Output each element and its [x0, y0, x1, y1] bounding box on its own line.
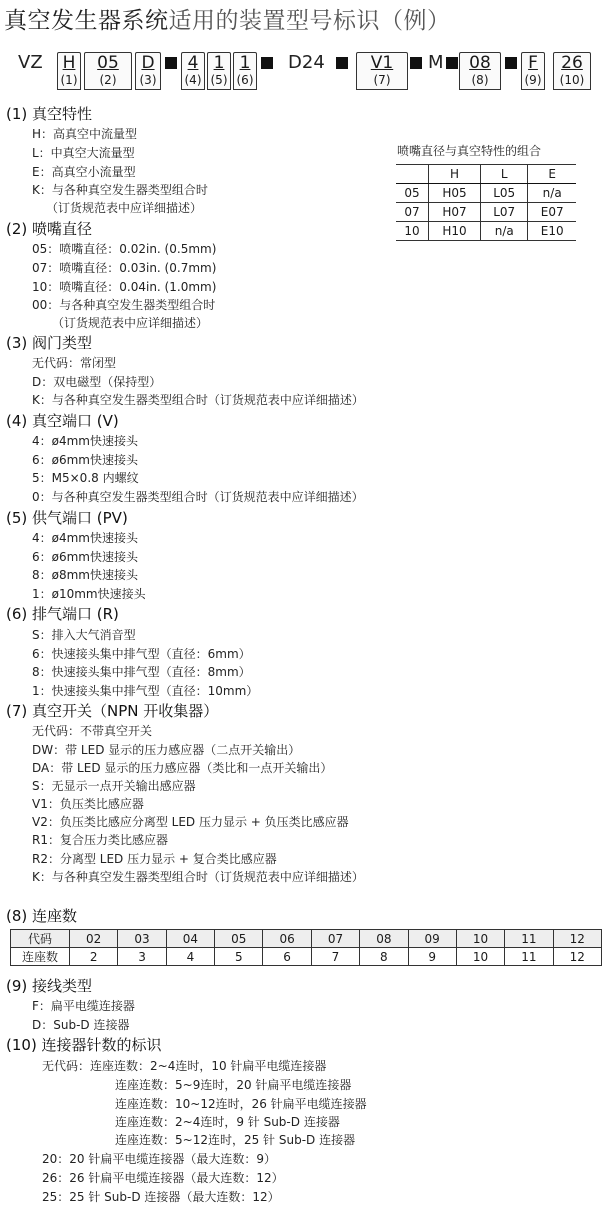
table-row	[396, 165, 576, 184]
table-cell: 09	[408, 930, 456, 948]
s4-item: 4：ø4mm快速接头	[32, 434, 138, 448]
code-num-10: (10)	[553, 73, 591, 90]
table-cell: H05	[428, 184, 480, 203]
section-5-title: (5) 供气端口 (PV)	[6, 509, 128, 527]
table-cell: 11	[505, 948, 553, 966]
section-8-title: (8) 连座数	[6, 907, 78, 925]
table-cell: 6	[263, 948, 311, 966]
code-box-4: 4	[181, 52, 205, 75]
s7-item: DW：带 LED 显示的压力感应器（二点开关输出）	[32, 743, 301, 757]
table-cell: n/a	[528, 184, 576, 203]
s6-item: 6：快速接头集中排气型（直径：6mm）	[32, 647, 251, 661]
table-cell: 连座数	[11, 948, 70, 966]
table-row	[396, 184, 576, 203]
s7-item: R2：分离型 LED 压力显示 + 复合类比感应器	[32, 852, 277, 866]
section-9-title: (9) 接线类型	[6, 977, 93, 995]
code-dash	[410, 57, 422, 69]
s10-item: 连座连数：5~12连时，25 针 Sub-D 连接器	[115, 1133, 356, 1147]
code-box-3: D	[135, 52, 161, 75]
code-num-6: (6)	[233, 73, 257, 90]
table-cell: 07	[396, 203, 428, 222]
table-cell: 10	[396, 222, 428, 241]
table-cell: 05	[215, 930, 263, 948]
code-box-2: 05	[84, 52, 132, 75]
s7-item: S：无显示一点开关输出感应器	[32, 779, 196, 793]
code-num-1: (1)	[57, 73, 81, 90]
table-cell: 10	[456, 948, 504, 966]
table-cell: 02	[70, 930, 118, 948]
s4-item: 5：M5×0.8 内螺纹	[32, 471, 139, 485]
s7-item: DA：带 LED 显示的压力感应器（类比和一点开关输出）	[32, 761, 333, 775]
table-cell: 05	[396, 184, 428, 203]
code-num-8: (8)	[459, 73, 501, 90]
code-num-9: (9)	[521, 73, 545, 90]
code-box-6: 1	[233, 52, 257, 75]
s5-item: 8：ø8mm快速接头	[32, 568, 138, 582]
s2-item: 07：喷嘴直径：0.03in. (0.7mm)	[32, 261, 217, 275]
s10-item: 连座连数：2~4连时，9 针 Sub-D 连接器	[115, 1115, 340, 1129]
code-num-3: (3)	[135, 73, 161, 90]
table-cell	[396, 165, 428, 184]
s10-item: 连座连数：10~12连时，26 针扁平电缆连接器	[115, 1097, 367, 1111]
s7-item: 无代码：不带真空开关	[32, 724, 153, 738]
code-prefix: VZ	[18, 52, 43, 73]
s3-item: K：与各种真空发生器类型组合时（订货规范表中应详细描述）	[32, 393, 364, 407]
table-cell: 10	[456, 930, 504, 948]
table-row	[396, 222, 576, 241]
code-box-8: 08	[459, 52, 501, 75]
table-cell: E10	[528, 222, 576, 241]
combo-table	[396, 164, 576, 241]
code-num-4: (4)	[181, 73, 205, 90]
section-2-title: (2) 喷嘴直径	[6, 220, 93, 238]
s4-item: 0：与各种真空发生器类型组合时（订货规范表中应详细描述）	[32, 490, 364, 504]
s1-item: K：与各种真空发生器类型组合时	[32, 183, 208, 197]
table-cell: 07	[311, 930, 359, 948]
table-cell: 11	[505, 930, 553, 948]
code-num-2: (2)	[84, 73, 132, 90]
table-cell: H07	[428, 203, 480, 222]
s1-item: H：高真空中流量型	[32, 127, 138, 141]
s1-item: （订货规范表中应详细描述）	[46, 201, 203, 215]
table-row	[11, 930, 602, 948]
s10-item: 25：25 针 Sub-D 连接器（最大连数：12）	[42, 1190, 280, 1204]
s6-item: 1：快速接头集中排气型（直径：10mm）	[32, 684, 259, 698]
table-row	[396, 203, 576, 222]
table-cell: 12	[553, 948, 601, 966]
table-cell: L	[481, 165, 528, 184]
code-box-1: H	[57, 52, 81, 75]
table-cell: H	[428, 165, 480, 184]
s3-item: 无代码：常闭型	[32, 356, 117, 370]
table-cell: 06	[263, 930, 311, 948]
code-num-7: (7)	[356, 73, 408, 90]
code-box-5: 1	[207, 52, 231, 75]
s2-item: 05：喷嘴直径：0.02in. (0.5mm)	[32, 242, 217, 256]
s3-item: D：双电磁型（保持型）	[32, 375, 162, 389]
page-title	[4, 2, 451, 35]
section-1-title: (1) 真空特性	[6, 105, 93, 123]
table-cell: 7	[311, 948, 359, 966]
table-row	[11, 948, 602, 966]
code-box-10: 26	[553, 52, 591, 75]
combo-table-title: 喷嘴直径与真空特性的组合	[397, 144, 542, 158]
code-dash	[505, 57, 517, 69]
code-box-9: F	[521, 52, 545, 75]
s5-item: 6：ø6mm快速接头	[32, 550, 138, 564]
s5-item: 4：ø4mm快速接头	[32, 531, 138, 545]
s4-item: 6：ø6mm快速接头	[32, 453, 138, 467]
s2-item: 10：喷嘴直径：0.04in. (1.0mm)	[32, 280, 217, 294]
table-cell: L05	[481, 184, 528, 203]
s9-item: F：扁平电缆连接器	[32, 999, 135, 1013]
s1-item: L：中真空大流量型	[32, 146, 135, 160]
s10-item: 20：20 针扁平电缆连接器（最大连数：9）	[42, 1152, 276, 1166]
s7-item: V1：负压类比感应器	[32, 797, 144, 811]
s2-item: （订货规范表中应详细描述）	[52, 316, 209, 330]
s6-item: S：排入大气消音型	[32, 628, 136, 642]
code-mid: D24	[288, 52, 325, 73]
s10-item: 无代码：连座连数：2~4连时，10 针扁平电缆连接器	[42, 1059, 327, 1073]
s10-item: 连座连数：5~9连时，20 针扁平电缆连接器	[115, 1078, 352, 1092]
section-3-title: (3) 阀门类型	[6, 334, 93, 352]
table-cell: 8	[360, 948, 408, 966]
code-dash	[165, 57, 177, 69]
table-cell: 4	[166, 948, 214, 966]
table-cell: 9	[408, 948, 456, 966]
s7-item: K：与各种真空发生器类型组合时（订货规范表中应详细描述）	[32, 870, 364, 884]
title-rest: 适用的装置型号标识（例）	[168, 8, 451, 34]
section-7-title: (7) 真空开关（NPN 开收集器）	[6, 702, 219, 720]
station-count-table	[10, 929, 602, 966]
code-dash	[261, 57, 273, 69]
s6-item: 8：快速接头集中排气型（直径：8mm）	[32, 665, 251, 679]
table-cell: E	[528, 165, 576, 184]
table-cell: 04	[166, 930, 214, 948]
code-dash	[336, 57, 348, 69]
table-cell: n/a	[481, 222, 528, 241]
s9-item: D：Sub-D 连接器	[32, 1018, 130, 1032]
table-cell: 3	[118, 948, 166, 966]
table-cell: L07	[481, 203, 528, 222]
s2-item: 00：与各种真空发生器类型组合时	[32, 298, 216, 312]
s7-item: V2：负压类比感应分离型 LED 压力显示 + 负压类比感应器	[32, 815, 349, 829]
section-4-title: (4) 真空端口 (V)	[6, 412, 119, 430]
model-code-row	[0, 44, 613, 94]
code-m: M	[428, 52, 444, 73]
table-cell: 12	[553, 930, 601, 948]
table-cell: 03	[118, 930, 166, 948]
code-num-5: (5)	[207, 73, 231, 90]
table-cell: 代码	[11, 930, 70, 948]
code-box-7: V1	[356, 52, 408, 75]
table-cell: H10	[428, 222, 480, 241]
code-dash	[446, 57, 458, 69]
section-6-title: (6) 排气端口 (R)	[6, 605, 119, 623]
table-cell: 2	[70, 948, 118, 966]
table-cell: 08	[360, 930, 408, 948]
section-10-title: (10) 连接器针数的标识	[6, 1036, 162, 1054]
s5-item: 1：ø10mm快速接头	[32, 587, 146, 601]
table-cell: E07	[528, 203, 576, 222]
s7-item: R1：复合压力类比感应器	[32, 833, 168, 847]
s1-item: E：高真空小流量型	[32, 165, 136, 179]
title-main: 真空发生器系统	[4, 8, 169, 34]
s10-item: 26：26 针扁平电缆连接器（最大连数：12）	[42, 1171, 284, 1185]
table-cell: 5	[215, 948, 263, 966]
